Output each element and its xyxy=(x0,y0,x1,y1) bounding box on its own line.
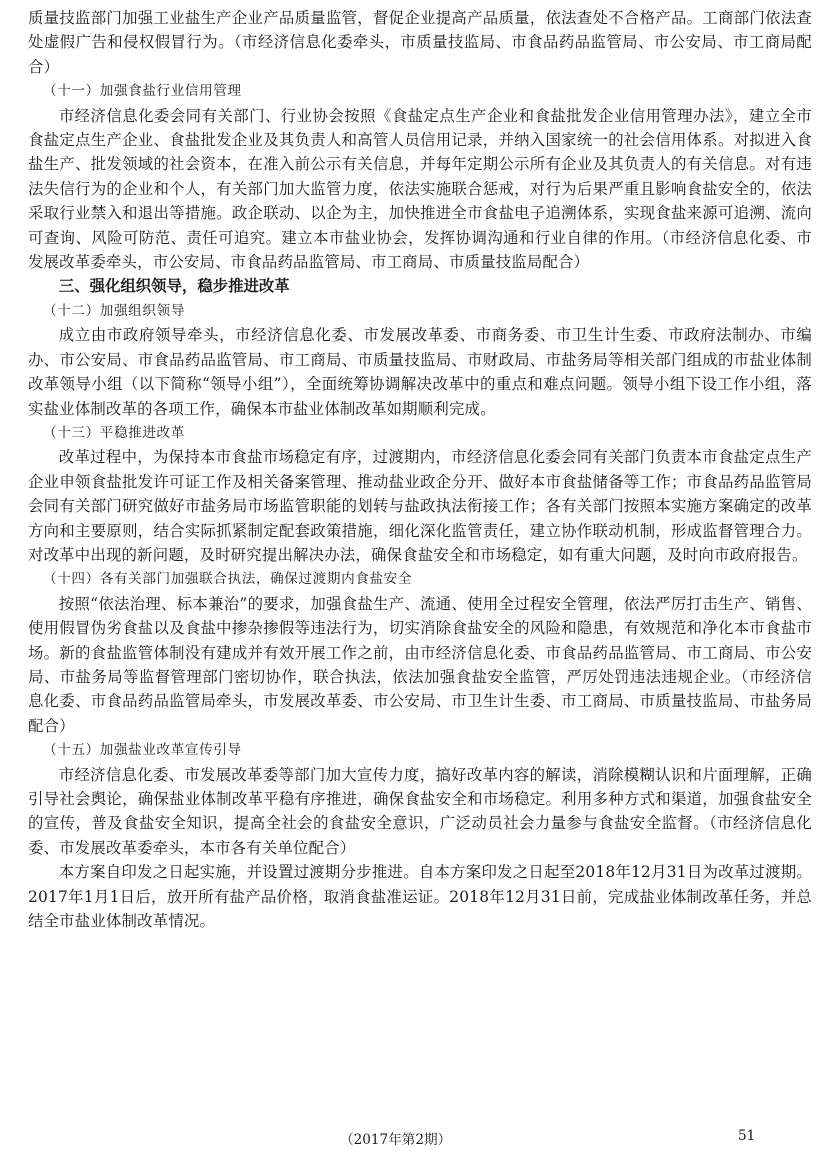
issue-label: （2017年第2期） xyxy=(340,1132,452,1148)
page-number: 51 xyxy=(738,1128,756,1144)
paragraph-joint-enforcement: 按照“依法治理、标本兼治”的要求，加强食盐生产、流通、使用全过程安全管理，依法严厉打击生产、销售、使用假冒伪劣食盐以及食盐中掺杂掺假等违法行为，切实消除食盐安全的风险和隐患，有效规范和净化本市食盐市场。新的食盐监管体制没有建成并有效开展工作之前，由市经济信息化委、市食品药品监管局、市工商局、市公安局、市盐务局等监督管理部门密切协作，联合执法，依法加强食盐安全监管，严厉处罚违法违规企业。（市经济信息化委、市食品药品监管局牵头，市发展改革委、市公安局、市卫生计生委、市工商局、市质量技监局、市盐务局配合） xyxy=(28,594,812,735)
page-footer xyxy=(0,1128,827,1152)
section-heading-3-organization: 三、强化组织领导，稳步推进改革 xyxy=(58,277,290,296)
paragraph-steady-reform: 改革过程中，为保持本市食盐市场稳定有序，过渡期内，市经济信息化委会同有关部门负责本市食盐定点生产企业申领食盐批发许可证工作及相关备案管理、推动盐业政企分开、做好本市食盐储备等工作；市食品药品监管局会同有关部门研究做好市盐务局市场监管职能的划转与盐政执法衔接工作；各有关部门按照本实施方案确定的改革方向和主要原则，结合实际抓紧制定配套政策措施，细化深化监管责任，建立协作联动机制，形成监督管理合力。对改革中出现的新问题，及时研究提出解决办法，确保食盐安全和市场稳定，如有重大问题，及时向市政府报告。 xyxy=(28,448,812,564)
paragraph-leadership-group: 成立由市政府领导牵头，市经济信息化委、市发展改革委、市商务委、市卫生计生委、市政府法制办、市编办、市公安局、市食品药品监管局、市工商局、市质量技监局、市财政局、市盐务局等相关部门组成的市盐业体制改革领导小组（以下简称“领导小组”），全面统筹协调解决改革中的重点和难点问题。领导小组下设工作小组，落实盐业体制改革的各项工作，确保本市盐业体制改革如期顺利完成。 xyxy=(28,326,812,418)
subheading-15-publicity: （十五）加强盐业改革宣传引导 xyxy=(43,742,242,759)
subheading-13-steady-reform: （十三）平稳推进改革 xyxy=(43,424,185,441)
paragraph-effective-date: 本方案自印发之日起实施，并设置过渡期分步推进。自本方案印发之日起至2018年12月31日为改革过渡期。2017年1月1日后，放开所有盐产品价格，取消食盐准运证。2018年12月31日前，完成盐业体制改革任务，并总结全市盐业体制改革情况。 xyxy=(28,863,812,931)
paragraph-credit-management: 市经济信息化委会同有关部门、行业协会按照《食盐定点生产企业和食盐批发企业信用管理办法》，建立全市食盐定点生产企业、食盐批发企业及其负责人和高管人员信用记录，并纳入国家统一的社会信用体系。对拟进入食盐生产、批发领域的社会资本，在准入前公示有关信息，并每年定期公示所有企业及其负责人的有关信息。对有违法失信行为的企业和个人，有关部门加大监管力度，依法实施联合惩戒，对行为后果严重且影响食盐安全的，依法采取行业禁入和退出等措施。政企联动、以企为主，加快推进全市食盐电子追溯体系，实现食盐来源可追溯、流向可查询、风险可防范、责任可追究。建立本市盐业协会，发挥协调沟通和行业自律的作用。（市经济信息化委、市发展改革委牵头，市公安局、市食品药品监管局、市工商局、市质量技监局配合） xyxy=(28,106,812,272)
subheading-12-organization-leadership: （十二）加强组织领导 xyxy=(43,302,185,319)
document-body xyxy=(28,6,812,933)
paragraph-quality-supervision: 质量技监部门加强工业盐生产企业产品质量监管，督促企业提高产品质量，依法查处不合格产品。工商部门依法查处虚假广告和侵权假冒行为。（市经济信息化委牵头，市质量技监局、市食品药品监管局、市公安局、市工商局配合） xyxy=(28,9,812,76)
paragraph-publicity: 市经济信息化委、市发展改革委等部门加大宣传力度，搞好改革内容的解读，消除模糊认识和片面理解，正确引导社会舆论，确保盐业体制改革平稳有序推进，确保食盐安全和市场稳定。利用多种方式和渠道，加强食盐安全的宣传，普及食盐安全知识，提高全社会的食盐安全意识，广泛动员社会力量参与食盐安全监督。（市经济信息化委、市发展改革委牵头，本市各有关单位配合） xyxy=(28,765,812,857)
subheading-14-joint-enforcement: （十四）各有关部门加强联合执法，确保过渡期内食盐安全 xyxy=(43,571,413,588)
subheading-11-credit-management: （十一）加强食盐行业信用管理 xyxy=(43,83,242,100)
